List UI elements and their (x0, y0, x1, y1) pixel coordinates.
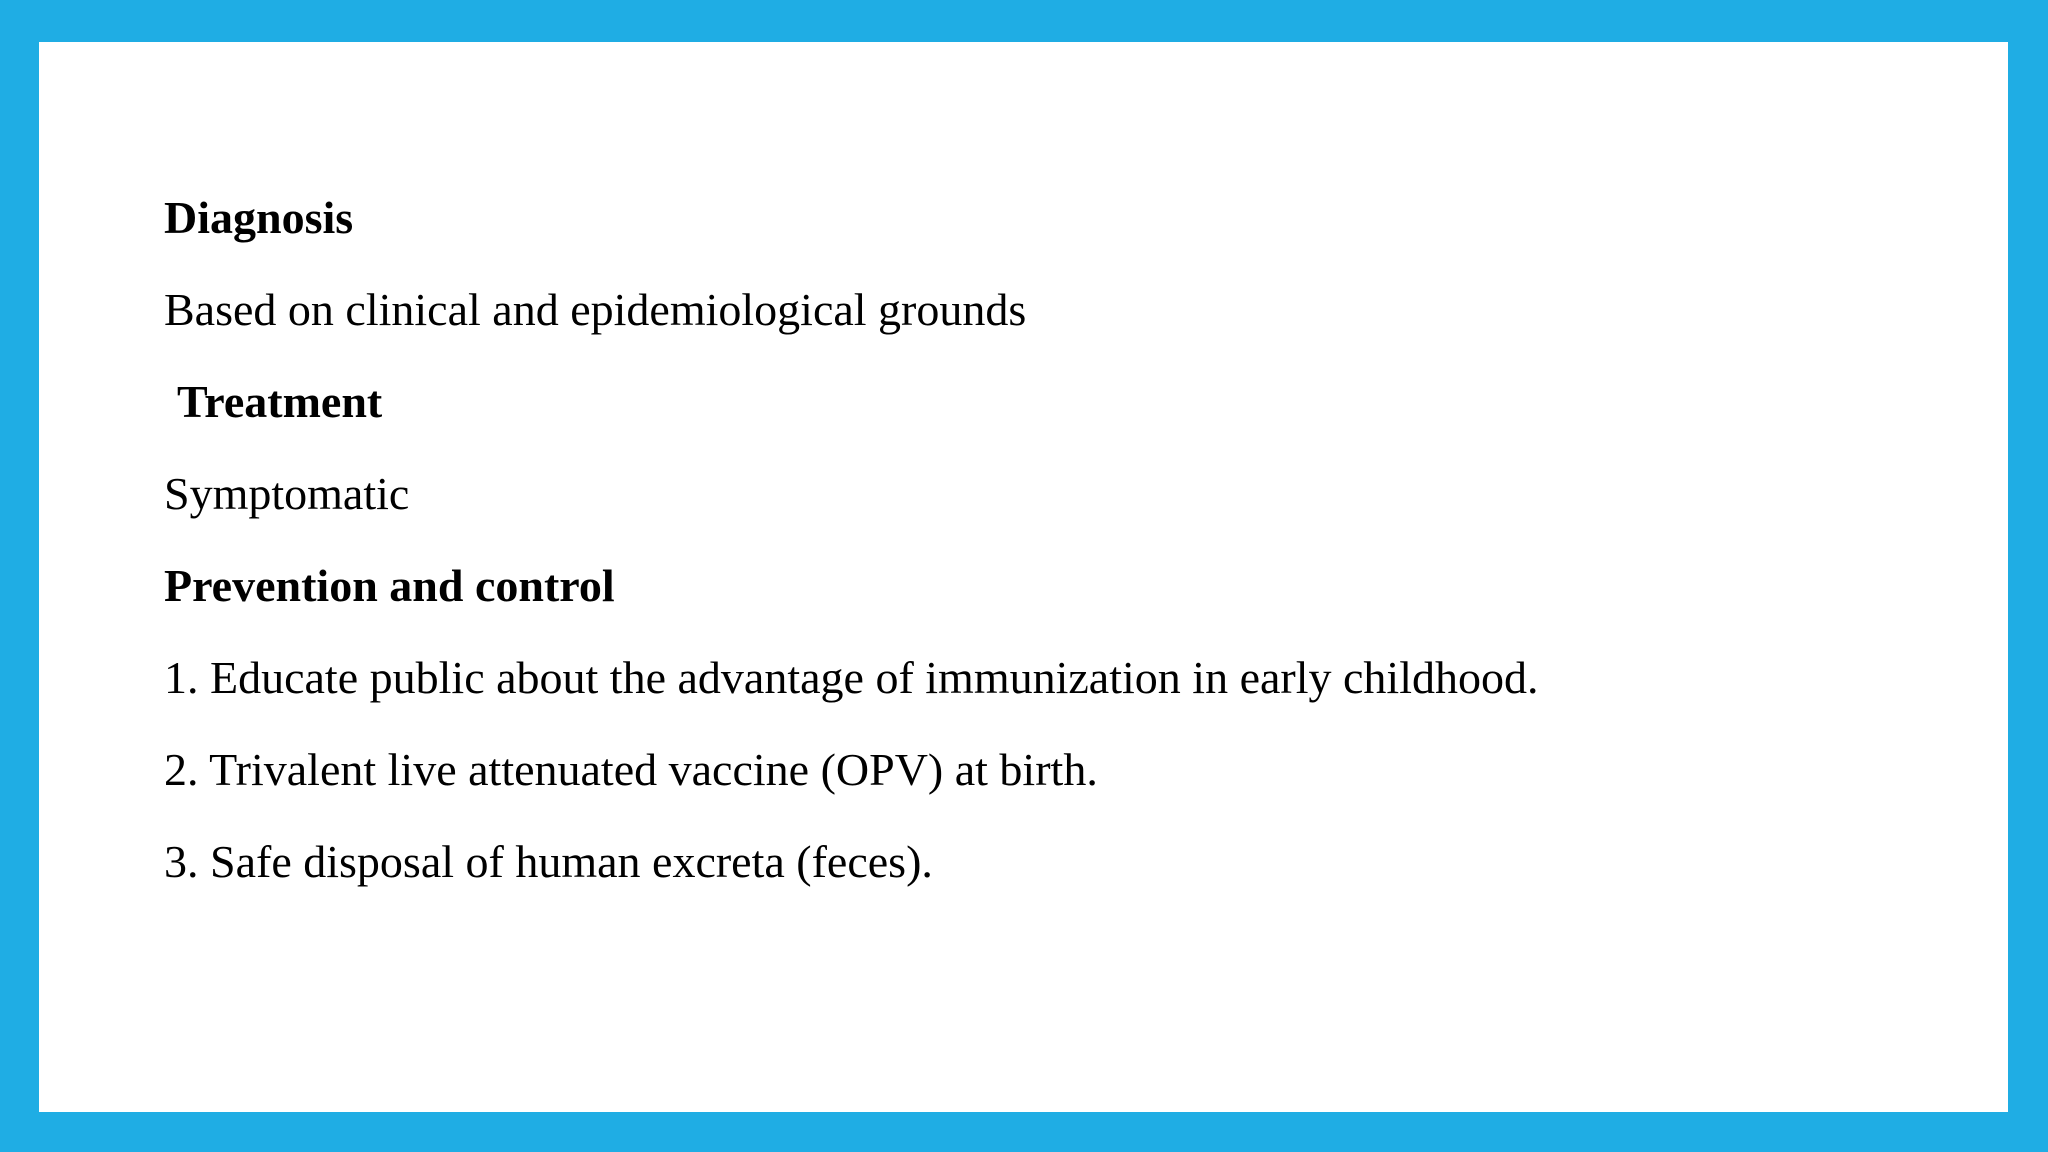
prevention-item-1: 1. Educate public about the advantage of immunization in early childhood. (164, 652, 1539, 703)
prevention-item-3: 3. Safe disposal of human excreta (feces). (164, 836, 933, 887)
diagnosis-heading: Diagnosis (164, 192, 354, 243)
treatment-heading: Treatment (177, 376, 383, 427)
prevention-heading: Prevention and control (164, 560, 615, 611)
diagnosis-body: Based on clinical and epidemiological grounds (164, 284, 1027, 335)
slide-canvas (39, 42, 2008, 1112)
prevention-item-2: 2. Trivalent live attenuated vaccine (OPV) at birth. (164, 744, 1098, 795)
slide-content (164, 172, 1914, 908)
treatment-body: Symptomatic (164, 468, 410, 519)
